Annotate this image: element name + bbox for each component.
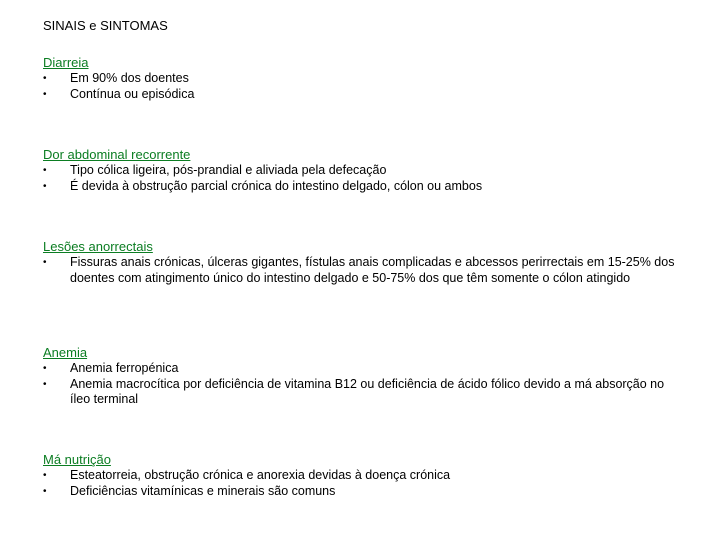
list-item-text: Esteatorreia, obstrução crónica e anorexia devidas à doença crónica [70, 468, 451, 482]
list-item-text: Contínua ou episódica [70, 86, 195, 101]
bullet: • [43, 73, 47, 84]
section-anemia [43, 345, 683, 408]
list-item [43, 179, 683, 195]
list-item [43, 87, 683, 103]
list-item-text: Fissuras anais crónicas, úlceras gigantes, fístulas anais complicadas e abcessos perirrectais em 15-25% dos doentes com atingimento único do intestino delgado e 50-75% dos que têm somente o cólon atingido [70, 255, 675, 285]
list-item-text: É devida à obstrução parcial crónica do intestino delgado, cólon ou ambos [70, 178, 483, 193]
list-item-text: Tipo cólica ligeira, pós-prandial e aliviada pela defecação [70, 163, 387, 177]
section-heading: Dor abdominal recorrente [43, 147, 191, 162]
bullet: • [43, 88, 47, 100]
list-item [43, 468, 683, 484]
bullet: • [43, 470, 47, 481]
list-item [43, 163, 683, 179]
bullet: • [43, 485, 47, 497]
list-item-text: Anemia macrocítica por deficiência de vitamina B12 ou deficiência de ácido fólico devido a má absorção no íleo terminal [70, 376, 665, 406]
section-heading: Anemia [43, 345, 88, 360]
list-item-text: Anemia ferropénica [70, 361, 179, 375]
section-dor-abdominal [43, 147, 683, 194]
list-item [43, 71, 683, 87]
list-item [43, 484, 683, 500]
section-heading: Diarreia [43, 55, 89, 70]
list-item [43, 377, 683, 408]
section-heading: Lesões anorrectais [43, 239, 153, 254]
bullet: • [43, 257, 47, 268]
bullet: • [43, 378, 47, 390]
list-item-text: Em 90% dos doentes [70, 71, 189, 85]
list-item [43, 255, 683, 286]
section-lesoes-anorrectais [43, 239, 683, 286]
bullet: • [43, 180, 47, 192]
list-item [43, 361, 683, 377]
list-item-text: Deficiências vitamínicas e minerais são comuns [70, 483, 336, 498]
bullet: • [43, 165, 47, 176]
section-ma-nutricao [43, 452, 683, 499]
section-diarreia [43, 55, 683, 102]
bullet: • [43, 363, 47, 374]
section-heading: Má nutrição [43, 452, 111, 467]
page-title: SINAIS e SINTOMAS [43, 18, 168, 33]
